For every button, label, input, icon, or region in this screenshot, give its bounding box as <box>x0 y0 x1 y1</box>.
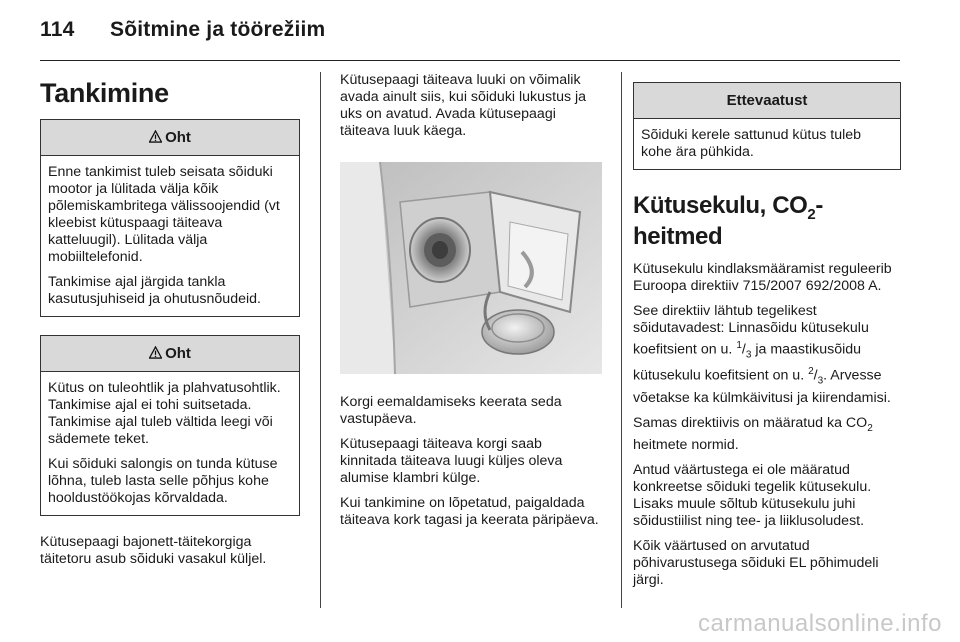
column-divider <box>621 72 622 608</box>
body-paragraph: Kütusepaagi täiteava korgi saab kinnitada täiteava luugi küljes oleva alumise klambri külge. <box>340 436 563 486</box>
danger-text: Enne tankimist tuleb seisata sõiduki mootor ja lülitada välja kõik põlemiskambritega välissoojendid (vt kleebist kütuspaagi täiteava katteluugil). Lülitada välja mobiiltelefonid. <box>48 164 280 265</box>
caution-text: Sõiduki kerele sattunud kütus tuleb kohe ära pühkida. <box>641 127 862 160</box>
subscript: 2 <box>867 422 873 434</box>
body-paragraph: Korgi eemaldamiseks keerata seda vastupäeva. <box>340 394 562 427</box>
text-part: . Arvesse võetakse ka külmkäivitusi ja kiirendamisi. <box>633 368 891 406</box>
fraction-denominator: 3 <box>817 375 824 387</box>
page-number: 114 <box>40 18 75 41</box>
section-title-tankimine: Tankimine <box>40 78 169 108</box>
column-divider <box>320 72 321 608</box>
body-paragraph: Kõik väärtused on arvutatud põhivarustusega sõiduki EL põhimudeli järgi. <box>633 537 879 588</box>
text-part: heitmete normid. <box>633 436 739 453</box>
page-header <box>40 18 325 42</box>
body-paragraph: Kütusepaagi täiteava luuki on võimalik avada ainult siis, kui sõiduki lukustus ja uks on avatud. Avada kütusepaagi täiteava luuk käega. <box>340 72 587 139</box>
fraction-denominator: 3 <box>745 349 752 361</box>
column-right <box>633 72 901 597</box>
warning-triangle-icon <box>149 130 162 143</box>
body-paragraph: Kütusekulu kindlaksmääramist reguleerib Euroopa direktiiv 715/2007 692/2008 A. <box>633 260 892 294</box>
danger-box-body <box>41 372 299 515</box>
chapter-title: Sõitmine ja töörežiim <box>110 18 326 41</box>
danger-box-2 <box>40 335 300 516</box>
text-part: ja maastikusõidu kütusekulu koefitsient on u. <box>633 341 862 385</box>
danger-box-header <box>41 120 299 156</box>
column-middle <box>340 72 602 537</box>
danger-label: Oht <box>165 345 191 362</box>
title-subscript: 2 <box>807 205 816 223</box>
body-paragraph: Kui tankimine on lõpetatud, paigaldada täiteava kork tagasi ja keerata päripäeva. <box>340 495 599 528</box>
fuel-filler-photo <box>340 162 602 374</box>
watermark: carmanualsonline.info <box>698 610 942 637</box>
danger-text: Kütus on tuleohtlik ja plahvatusohtlik. Tankimise ajal ei tohi suitsetada. Tankimise ajal tuleb vältida leegi või sädemete teket. <box>48 380 281 447</box>
text-part: Samas direktiivis on määratud ka CO <box>633 414 868 431</box>
title-part: Kütusekulu, CO <box>633 192 808 219</box>
body-paragraph: See direktiiv lähtub tegelikest sõidutavadest: Linnasõidu kütusekulu koefitsient on u. $^1/_3$ ja maastikusõidu kütusekulu koefitsient on u. $^2/_3$. Arvesse võetakse ka külmkäivitusi ja kiirendamisi. <box>633 302 891 406</box>
warning-triangle-icon <box>149 346 162 359</box>
body-paragraph: Antud väärtustega ei ole määratud konkreetse sõiduki tegelik kütusekulu. Lisaks muule sõltub kütusekulu juhi sõidustiilist ning tee- ja liiklusoludest. <box>633 461 872 529</box>
body-paragraph <box>633 415 901 454</box>
title-part: -heitmed <box>633 192 823 250</box>
column-left <box>40 72 300 576</box>
danger-box-header <box>41 336 299 372</box>
header-divider <box>40 60 900 61</box>
body-paragraph: Kütusepaagi bajonett-täitekorgiga täitetoru asub sõiduki vasakul küljel. <box>40 534 267 567</box>
danger-box-1 <box>40 119 300 317</box>
fraction-numerator: 1 <box>736 339 742 351</box>
caution-box-header: Ettevaatust <box>634 83 900 119</box>
caution-box <box>633 82 901 170</box>
danger-text: Kui sõiduki salongis on tunda kütuse lõhna, tuleb lasta selle põhjus kohe hooldustöökojas kõrvaldada. <box>48 456 278 506</box>
text-part: See direktiiv lähtub tegelikest sõidutavadest: Linnasõidu kütusekulu koefitsient on u. <box>633 302 869 358</box>
danger-box-body <box>41 156 299 316</box>
caution-box-body <box>634 119 900 169</box>
danger-text: Tankimise ajal järgida tankla kasutusjuhiseid ja ohutusnõudeid. <box>48 274 261 307</box>
fraction-numerator: 2 <box>808 366 814 378</box>
section-title-fuel-consumption <box>633 192 901 251</box>
danger-label: Oht <box>165 129 191 146</box>
